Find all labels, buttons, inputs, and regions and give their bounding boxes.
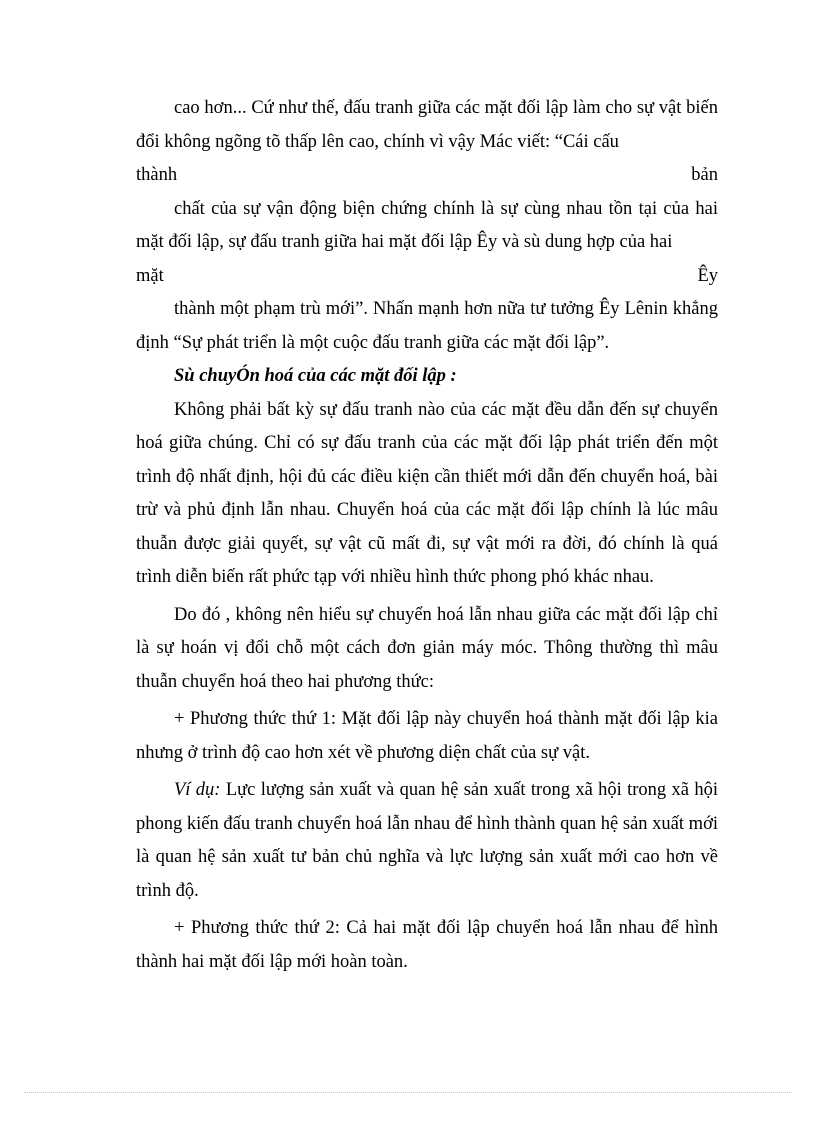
example-label: Ví dụ: xyxy=(174,780,221,800)
paragraph-7 xyxy=(136,774,718,908)
paragraph-1-end: thành bản xyxy=(136,165,718,185)
section-heading: Sù chuyÓn hoá của các mặt đối lập : xyxy=(174,366,457,386)
paragraph-5: Do đó , không nên hiểu sự chuyển hoá lẫn nhau giữa các mặt đối lập chỉ là sự hoán vị đổi chỗ một cách đơn giản máy móc. Thông thường thì mâu thuẫn chuyển hoá theo hai phương thức: xyxy=(136,604,718,692)
paragraph-2-end: mặt Êy xyxy=(136,265,718,286)
page-footer-rule xyxy=(24,1092,792,1093)
paragraph-4: Không phải bất kỳ sự đấu tranh nào của các mặt đều dẫn đến sự chuyển hoá giữa chúng. Chỉ có sự đấu tranh của các mặt đối lập phát triển đến một trình độ nhất định, hội đủ các điều kiện cần thiết mới dẫn đến chuyển hoá, bài trừ và phủ định lẫn nhau. Chuyển hoá của các mặt đối lập chính là lúc mâu thuẫn được giải quyết, sự vật cũ mất đi, sự vật mới ra đời, đó chính là quá trình diễn biến rất phức tạp với nhiều hình thức phong phó khác nhau. xyxy=(136,399,718,587)
paragraph-2: chất của sự vận động biện chứng chính là sự cùng nhau tồn tại của hai mặt đối lập, sự đấu tranh giữa hai mặt đối lập Êy và sù dung hợp của hai xyxy=(136,198,718,252)
paragraph-3: thành một phạm trù mới”. Nhấn mạnh hơn nữa tư tưởng Êy Lênin khẳng định “Sự phát triển là một cuộc đấu tranh giữa các mặt đối lập”. xyxy=(136,299,718,353)
document-body xyxy=(136,92,718,979)
paragraph-1: cao hơn... Cứ như thế, đấu tranh giữa các mặt đối lập làm cho sự vật biến đổi không ngõng tõ thấp lên cao, chính vì vậy Mác viết: “Cái cấu xyxy=(136,98,718,152)
paragraph-6: + Phương thức thứ 1: Mặt đối lập này chuyển hoá thành mặt đối lập kia nhưng ở trình độ cao hơn xét về phương diện chất của sự vật. xyxy=(136,709,718,763)
paragraph-8: + Phương thức thứ 2: Cả hai mặt đối lập chuyển hoá lẫn nhau để hình thành hai mặt đối lập mới hoàn toàn. xyxy=(136,918,718,972)
example-text: Lực lượng sản xuất và quan hệ sản xuất trong xã hội trong xã hội phong kiến đấu tranh chuyển hoá lẫn nhau để hình thành quan hệ sản xuất mới là quan hệ sản xuất tư bản chủ nghĩa và lực lượng sản xuất mới cao hơn về trình độ. xyxy=(136,780,718,901)
